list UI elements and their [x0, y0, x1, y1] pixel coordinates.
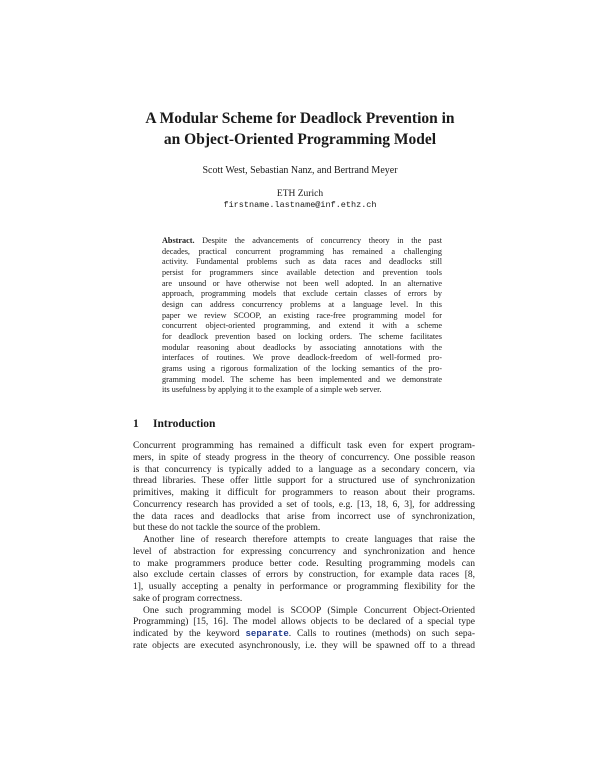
abstract-line: its usefulness by applying it to the example of a simple web server. — [162, 385, 382, 395]
body-line: also exclude certain classes of errors by construction, for example data races [8, — [133, 570, 475, 581]
body-line: 1], usually accepting a penalty in performance or programming flexibility for the — [133, 582, 475, 592]
body-line: rate objects are executed asynchronously, i.e. they will be spawned off to a thread — [133, 640, 475, 651]
body-line: One such programming model is SCOOP (Simple Concurrent Object-Oriented — [143, 605, 475, 616]
body-text — [133, 441, 475, 653]
body-line: but these do not tackle the source of the problem. — [133, 523, 321, 534]
abstract-line: gramming model. The scheme has been implemented and we demonstrate — [162, 374, 442, 384]
abstract-line: design can address concurrency problems at a language level. In this — [162, 299, 442, 309]
abstract-line: decades, practical concurrent programming has remained a challenging — [162, 246, 442, 256]
author-list: Scott West, Sebastian Nanz, and Bertrand Meyer — [202, 165, 398, 176]
abstract-line: approach, programming models that exclude certain classes of errors by — [162, 289, 442, 299]
abstract-line: persist for programmers since available detection and prevention tools — [162, 267, 442, 277]
section-title: Introduction — [153, 418, 216, 430]
abstract — [162, 236, 442, 396]
abstract-line: interfaces of routines. We prove deadlock-freedom of well-formed pro- — [162, 353, 442, 363]
abstract-line: are unsound or have otherwise not been well adopted. In an alternative — [162, 278, 442, 288]
abstract-line: for deadlock prevention based on locking orders. The scheme facilitates — [162, 331, 442, 341]
title-line: an Object-Oriented Programming Model — [163, 131, 437, 148]
abstract-line: concurrent object-oriented programming, and extend it with a scheme — [162, 321, 442, 331]
body-line: Programming) [15, 16]. The model allows objects to be declared of a special type — [133, 617, 475, 628]
body-line: Concurrent programming has remained a difficult task even for expert program- — [133, 441, 475, 451]
author-email: firstname.lastname@inf.ethz.ch — [223, 200, 377, 210]
abstract-line: paper we review SCOOP, an existing race-free programming model for — [162, 310, 442, 320]
body-line: mers, in spite of steady progress in the theory of concurrency. One possible reason — [133, 452, 475, 463]
body-line: primitives, making it difficult for programmers to reason about their programs. — [133, 488, 475, 498]
body-line: level of abstraction for expressing concurrency and synchronization and hence — [133, 546, 475, 557]
body-line: the data races and deadlocks that arise from incorrect use of synchronization, — [133, 511, 475, 522]
section-heading — [133, 417, 215, 431]
abstract-label: Abstract. — [162, 236, 195, 245]
body-line: Concurrency research has provided a set of tools, e.g. [13, 18, 6, 3], for addressing — [133, 499, 475, 510]
body-line: Another line of research therefore attempts to create languages that raise the — [143, 535, 475, 545]
abstract-line: Abstract. Despite the advancements of concurrency theory in the past — [162, 236, 442, 245]
body-line: to make programmers produce better code. Resulting programming models can — [133, 558, 475, 569]
paper-title — [80, 108, 520, 150]
abstract-line: grams using a rigorous formalization of the locking semantics of the pro- — [162, 363, 442, 373]
body-line: thread libraries. These offer little support for a structured use of synchronization — [133, 476, 475, 487]
body-line: indicated by the keyword separate. Calls to routines (methods) on such sepa- — [133, 629, 475, 639]
body-line: sake of program correctness. — [133, 593, 243, 604]
affiliation: ETH Zurich — [276, 189, 324, 199]
title-line: A Modular Scheme for Deadlock Prevention in — [145, 110, 455, 127]
body-line: is that concurrency is typically added to a language as a secondary concern, via — [133, 464, 475, 475]
abstract-line: activity. Fundamental problems such as data races and deadlocks still — [162, 257, 442, 267]
keyword-separate: separate — [245, 629, 289, 639]
section-number: 1 — [133, 418, 139, 430]
abstract-line: modular reasoning about deadlocks by associating annotations with the — [162, 342, 442, 352]
